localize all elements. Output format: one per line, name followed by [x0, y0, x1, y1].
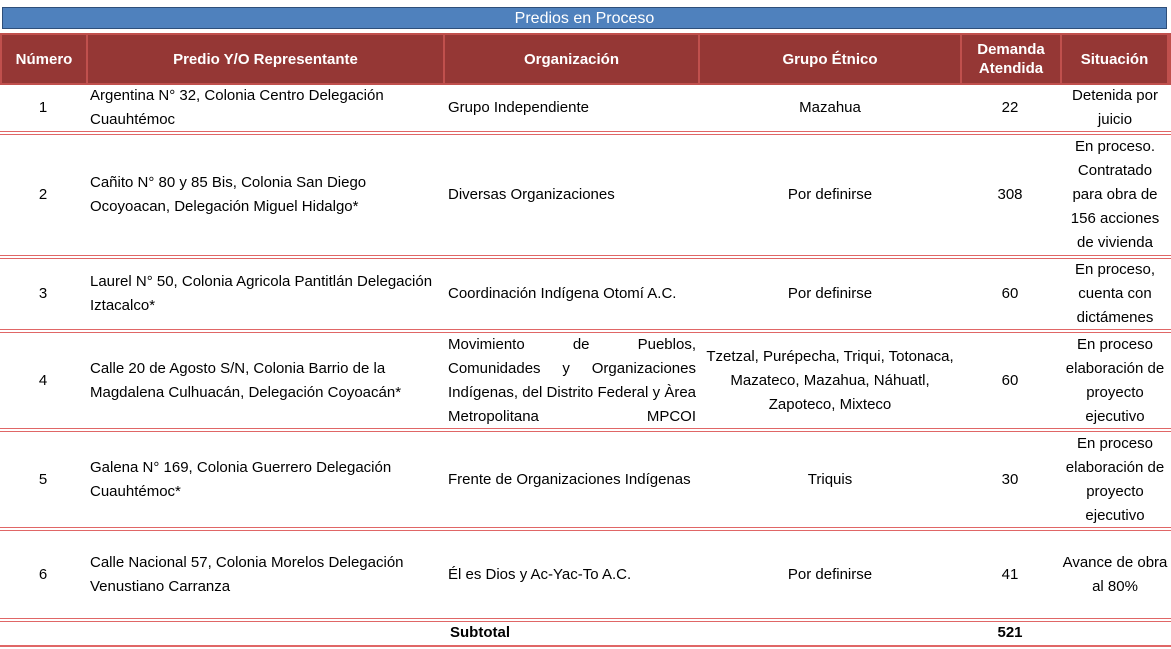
- row-4-organizacion: Movimiento de Pueblos, Comunidades y Organizaciones Indígenas, del Distrito Federal y Àrea Metropolitana MPCOI: [448, 336, 696, 425]
- row-3-numero: 3: [38, 285, 48, 302]
- row-1-predio: Argentina N° 32, Colonia Centro Delegación Cuauhtémoc: [90, 87, 384, 128]
- row-2-demanda: 308: [997, 186, 1023, 203]
- row-2-predio: Cañito N° 80 y 85 Bis, Colonia San Diego Ocoyoacan, Delegación Miguel Hidalgo*: [90, 174, 367, 215]
- row-5-organizacion: Frente de Organizaciones Indígenas: [448, 471, 691, 488]
- row-5-situacion: En proceso elaboración de proyecto ejecutivo: [1065, 435, 1165, 524]
- row-6-numero: 6: [38, 565, 48, 583]
- header-demanda: Demanda Atendida: [962, 35, 1060, 83]
- row-6-demanda: 41: [1001, 565, 1019, 583]
- row-5-numero: 5: [38, 471, 48, 488]
- table-bottom-border: [0, 645, 1171, 647]
- row-5-demanda: 30: [1001, 471, 1019, 488]
- row-5-grupo: Triquis: [807, 471, 853, 488]
- row-2-numero: 2: [38, 186, 48, 203]
- header-numero: Número: [2, 35, 86, 83]
- row-2-grupo: Por definirse: [787, 186, 873, 203]
- row-4-demanda: 60: [1001, 372, 1019, 389]
- row-2-organizacion: Diversas Organizaciones: [448, 186, 615, 203]
- row-4-numero: 4: [38, 372, 48, 389]
- subtotal-label: Subtotal: [450, 624, 510, 641]
- row-6-organizacion: Él es Dios y Ac-Yac-To A.C.: [448, 565, 632, 583]
- row-6-predio: Calle Nacional 57, Colonia Morelos Delegación Venustiano Carranza: [90, 553, 404, 595]
- table-title: Predios en Proceso: [2, 7, 1167, 29]
- row-5-predio: Galena N° 169, Colonia Guerrero Delegación Cuauhtémoc*: [90, 459, 392, 500]
- subtotal-value: 521: [997, 624, 1023, 641]
- header-predio: Predio Y/O Representante: [88, 35, 443, 83]
- row-6-situacion: Avance de obra al 80%: [1062, 553, 1168, 595]
- row-1-numero: 1: [38, 99, 48, 116]
- row-3-organizacion: Coordinación Indígena Otomí A.C.: [448, 285, 677, 302]
- row-3-predio: Laurel N° 50, Colonia Agricola Pantitlán Delegación Iztacalco*: [90, 273, 433, 314]
- row-6-grupo: Por definirse: [787, 565, 873, 583]
- row-1-demanda: 22: [1001, 99, 1019, 116]
- header-organizacion: Organización: [445, 35, 698, 83]
- row-2-situacion: En proceso. Contratado para obra de 156 acciones de vivienda: [1070, 138, 1160, 251]
- row-3-demanda: 60: [1001, 285, 1019, 302]
- row-1-grupo: Mazahua: [799, 99, 861, 116]
- row-3-situacion: En proceso, cuenta con dictámenes: [1074, 261, 1156, 326]
- header-grupo-etnico: Grupo Étnico: [700, 35, 960, 83]
- header-situacion: Situación: [1062, 35, 1167, 83]
- row-1-situacion: Detenida por juicio: [1072, 87, 1158, 128]
- row-4-situacion: En proceso elaboración de proyecto ejecutivo: [1065, 336, 1165, 425]
- row-4-predio: Calle 20 de Agosto S/N, Colonia Barrio de la Magdalena Culhuacán, Delegación Coyoacán*: [90, 360, 402, 401]
- row-1-organizacion: Grupo Independiente: [448, 99, 589, 116]
- row-4-grupo: Tzetzal, Purépecha, Triqui, Totonaca, Mazateco, Mazahua, Náhuatl, Zapoteco, Mixteco: [706, 348, 954, 413]
- row-3-grupo: Por definirse: [787, 285, 873, 302]
